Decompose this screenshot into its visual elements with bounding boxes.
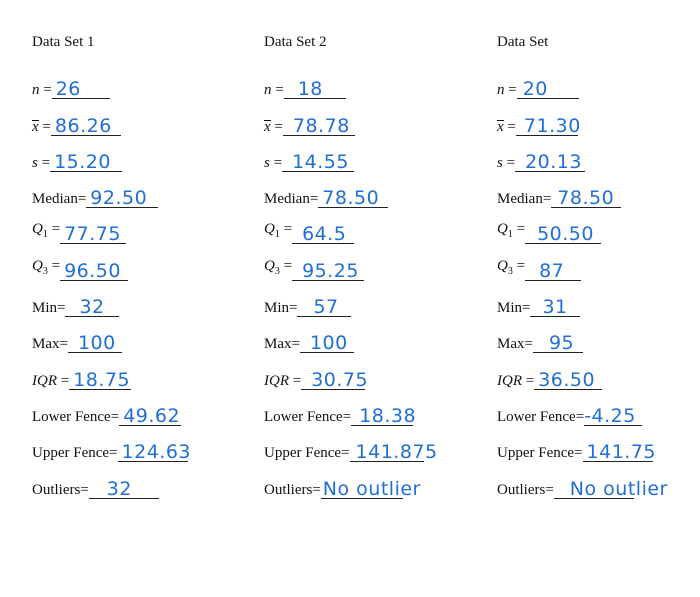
median-label: Median= [264,191,319,208]
max-row [497,320,700,356]
data-set-title: Data Set 2 [264,34,327,50]
s-field[interactable] [50,149,122,172]
median-field[interactable] [318,185,388,208]
min-value: 57 [313,296,339,319]
outliers-row [264,465,479,501]
upper-fence-row [497,429,700,465]
lower-fence-row [497,393,700,429]
q1-field[interactable] [525,221,601,244]
median-label: Median= [497,191,552,208]
upper-fence-value: 124.63 [121,441,191,464]
max-value: 100 [309,332,348,355]
n-label: n [497,82,505,99]
upper-fence-label: Upper Fence= [264,445,350,462]
s-label: s [497,154,503,171]
lower-fence-label: Lower Fence= [32,408,120,425]
iqr-value: 36.50 [538,368,596,391]
s-label: s [264,154,270,171]
median-field[interactable] [551,185,621,208]
iqr-row: IQR = 30.75 [264,368,369,391]
min-value: 32 [79,296,105,319]
max-field[interactable] [68,330,122,353]
data-set-2-column [264,30,479,502]
iqr-value: 18.75 [73,368,131,391]
q3-row: $Q_3$ = 95.25 [264,247,479,283]
min-row [264,284,479,320]
outliers-field[interactable] [89,476,159,499]
upper-fence-value: 141.75 [586,441,656,464]
n-field[interactable] [284,76,346,99]
q3-label: Q [497,257,508,274]
lower-fence-value: -4.25 [584,404,636,427]
upper-fence-label: Upper Fence= [497,445,583,462]
n-row: n = 26 [32,66,247,102]
max-label: Max= [32,336,68,353]
min-value: 31 [542,296,568,319]
outliers-row [497,465,700,501]
iqr-row: IQR = 18.75 [32,368,131,391]
upper-fence-label: Upper Fence= [32,445,118,462]
data-set-3-column [497,30,700,502]
min-label: Min= [32,300,66,317]
data-set-title: Data Set [497,34,549,50]
lower-fence-field[interactable] [351,403,417,427]
mean-row: x = 86.26 [32,102,247,138]
mean-value: 71.30 [523,114,581,137]
lower-fence-row [264,393,479,429]
s-row: s = 15.20 [32,139,247,175]
min-field[interactable] [65,294,119,317]
outliers-value: 32 [106,477,132,500]
mean-field[interactable] [283,113,355,136]
s-field[interactable] [282,149,354,172]
iqr-field[interactable] [301,367,369,391]
max-row [264,320,479,356]
q3-label: Q [264,257,275,274]
median-field[interactable] [86,185,158,208]
mean-value: 86.26 [54,114,112,137]
n-value: 18 [297,78,323,101]
median-row [264,175,479,211]
n-row: n = 20 [497,66,700,102]
mean-label: x [497,118,504,135]
q1-value: 50.50 [537,223,594,246]
lower-fence-row [32,393,247,429]
s-value: 15.20 [54,150,111,173]
outliers-label: Outliers= [264,481,321,498]
outliers-value: No outlier [569,477,668,500]
max-row [32,320,247,356]
data-set-title: Data Set 1 [32,34,95,50]
q3-value: 96.50 [64,259,121,282]
q3-row: $Q_3$ = 87 [497,247,700,283]
lower-fence-value: 49.62 [123,404,181,427]
outliers-value: No outlier [322,477,421,500]
q1-row: $Q_1$ = 50.50 [497,211,700,247]
n-label: n [264,82,272,99]
outliers-label: Outliers= [32,481,89,498]
s-value: 14.55 [292,150,349,173]
data-set-1-column [32,30,247,502]
min-row [32,284,247,320]
upper-fence-field[interactable] [583,439,656,464]
median-row [497,175,700,211]
iqr-label: IQR [32,372,57,389]
mean-row: x = 71.30 [497,114,581,137]
upper-fence-field[interactable] [118,439,191,464]
q1-label: Q [497,221,508,238]
min-field[interactable] [530,294,580,317]
outliers-field[interactable] [321,476,421,500]
s-row: s = 20.13 [497,139,700,175]
n-row: n = 18 [264,66,479,102]
q3-label: Q [32,257,43,274]
outliers-field[interactable] [554,476,668,500]
median-value: 78.50 [557,187,615,210]
mean-value: 78.78 [292,114,350,137]
max-value: 100 [77,332,116,355]
iqr-field[interactable] [534,367,602,390]
s-field[interactable] [515,149,585,172]
min-label: Min= [264,300,298,317]
n-field[interactable] [52,76,110,99]
n-field[interactable] [517,76,579,99]
median-row [32,175,247,211]
outliers-row [32,465,247,501]
median-label: Median= [32,191,87,208]
iqr-value: 30.75 [311,368,369,391]
iqr-row: IQR = 36.50 [497,356,700,392]
lower-fence-field[interactable] [119,403,181,426]
lower-fence-value: 18.38 [359,404,417,427]
n-value: 26 [55,78,81,101]
iqr-label: IQR [264,372,289,389]
mean-label: x [264,118,271,135]
upper-fence-field[interactable] [350,439,438,464]
q1-label: Q [264,221,275,238]
q1-value: 64.5 [302,223,347,246]
s-value: 20.13 [525,150,582,173]
q3-value: 95.25 [302,259,359,282]
mean-field[interactable] [51,113,121,136]
q3-field[interactable] [292,258,364,281]
q1-field[interactable] [292,221,354,244]
s-row: s = 14.55 [264,139,479,175]
mean-row: x = 78.78 [264,102,479,138]
q1-row: $Q_1$ = 77.75 [32,211,247,247]
upper-fence-row [264,429,479,465]
s-label: s [32,154,38,171]
q1-label: Q [32,221,43,238]
max-label: Max= [264,336,300,353]
n-label: n [32,82,40,99]
q1-row: $Q_1$ = 64.5 [264,211,479,247]
mean-field[interactable] [516,113,581,137]
min-row [497,284,700,320]
q3-value: 87 [539,259,565,282]
q3-field[interactable] [60,258,128,281]
n-value: 20 [522,78,548,101]
q3-row: $Q_3$ = 96.50 [32,247,247,283]
max-field[interactable] [300,330,354,353]
min-label: Min= [497,300,531,317]
lower-fence-label: Lower Fence= [497,408,585,425]
min-field[interactable] [297,294,351,317]
q3-field[interactable] [525,258,581,281]
q1-value: 77.75 [64,223,121,246]
lower-fence-field[interactable] [584,403,642,426]
lower-fence-label: Lower Fence= [264,408,352,425]
upper-fence-value: 141.875 [355,441,438,464]
max-field[interactable] [533,330,583,353]
median-value: 92.50 [90,187,148,210]
mean-label: x [32,118,39,135]
max-label: Max= [497,336,533,353]
iqr-field[interactable] [69,367,131,390]
max-value: 95 [548,332,575,355]
median-value: 78.50 [322,187,380,210]
iqr-label: IQR [497,372,522,389]
q1-field[interactable] [60,221,126,244]
outliers-label: Outliers= [497,481,554,498]
upper-fence-row [32,429,247,465]
